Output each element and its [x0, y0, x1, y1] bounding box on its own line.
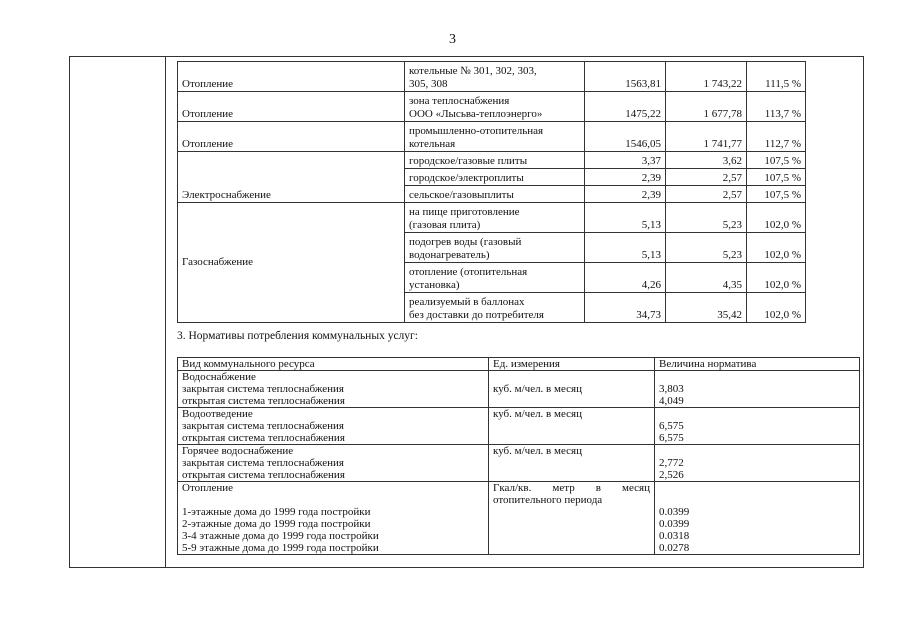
- value-after: 4,35: [666, 263, 747, 293]
- table-row: [178, 482, 860, 555]
- table-row: [178, 408, 860, 445]
- value-before: 3,37: [585, 152, 666, 169]
- left-column: [69, 56, 166, 568]
- unit-cell: Гкал/кв. метр в месяц отопительного периода: [489, 482, 655, 555]
- table-row: [178, 445, 860, 482]
- norm-value-cell: 6,575 6,575: [655, 408, 860, 445]
- service-cell: Отопление: [178, 62, 405, 92]
- value-before: 34,73: [585, 293, 666, 323]
- service-cell: Отопление: [178, 92, 405, 122]
- page-number: 3: [449, 32, 456, 47]
- value-before: 5,13: [585, 203, 666, 233]
- value-before: 2,39: [585, 186, 666, 203]
- resource-cell: Отопление 1-этажные дома до 1999 года постройки 2-этажные дома до 1999 года постройки 3-4 этажные дома до 1999 года постройки 5-9 этажные дома до 1999 года постройки: [178, 482, 489, 555]
- value-after: 3,62: [666, 152, 747, 169]
- table-row: [178, 92, 806, 122]
- value-before: 1475,22: [585, 92, 666, 122]
- condition-cell: подогрев воды (газовый водонагреватель): [405, 233, 585, 263]
- condition-cell: котельные № 301, 302, 303, 305, 308: [405, 62, 585, 92]
- norm-value-cell: 0.0399 0.0399 0.0318 0.0278: [655, 482, 860, 555]
- column-header: Ед. измерения: [489, 358, 655, 371]
- header-row: [178, 358, 860, 371]
- norms-caption: 3. Нормативы потребления коммунальных услуг:: [177, 330, 418, 342]
- condition-cell: отопление (отопительная установка): [405, 263, 585, 293]
- value-after: 2,57: [666, 186, 747, 203]
- condition-cell: промышленно-отопительная котельная: [405, 122, 585, 152]
- tariff-table: [177, 61, 806, 323]
- growth-percent: 102,0 %: [747, 233, 806, 263]
- resource-cell: Горячее водоснабжение закрытая система теплоснабжения открытая система теплоснабжения: [178, 445, 489, 482]
- growth-percent: 113,7 %: [747, 92, 806, 122]
- growth-percent: 102,0 %: [747, 293, 806, 323]
- value-after: 5,23: [666, 233, 747, 263]
- value-after: 1 741,77: [666, 122, 747, 152]
- column-header: Величина норматива: [655, 358, 860, 371]
- unit-cell: куб. м/чел. в месяц: [489, 408, 655, 445]
- value-before: 1546,05: [585, 122, 666, 152]
- growth-percent: 102,0 %: [747, 263, 806, 293]
- growth-percent: 102,0 %: [747, 203, 806, 233]
- value-before: 5,13: [585, 233, 666, 263]
- growth-percent: 111,5 %: [747, 62, 806, 92]
- value-after: 2,57: [666, 169, 747, 186]
- service-cell: Электроснабжение: [178, 152, 405, 203]
- table-row: [178, 152, 806, 169]
- norm-value-cell: 2,772 2,526: [655, 445, 860, 482]
- value-before: 1563,81: [585, 62, 666, 92]
- value-before: 2,39: [585, 169, 666, 186]
- value-after: 5,23: [666, 203, 747, 233]
- condition-cell: городское/газовые плиты: [405, 152, 585, 169]
- table-row: [178, 62, 806, 92]
- value-after: 35,42: [666, 293, 747, 323]
- value-after: 1 743,22: [666, 62, 747, 92]
- condition-cell: зона теплоснабжения ООО «Лысьва-теплоэнерго»: [405, 92, 585, 122]
- column-header: Вид коммунального ресурса: [178, 358, 489, 371]
- condition-cell: на пище приготовление (газовая плита): [405, 203, 585, 233]
- resource-cell: Водоснабжение закрытая система теплоснабжения открытая система теплоснабжения: [178, 371, 489, 408]
- table-row: [178, 122, 806, 152]
- unit-cell: куб. м/чел. в месяц: [489, 371, 655, 408]
- condition-cell: сельское/газовыплиты: [405, 186, 585, 203]
- growth-percent: 107,5 %: [747, 169, 806, 186]
- value-after: 1 677,78: [666, 92, 747, 122]
- condition-cell: городское/электроплиты: [405, 169, 585, 186]
- unit-cell: куб. м/чел. в месяц: [489, 445, 655, 482]
- table-row: [178, 371, 860, 408]
- value-before: 4,26: [585, 263, 666, 293]
- norms-table: [177, 357, 860, 555]
- growth-percent: 112,7 %: [747, 122, 806, 152]
- resource-cell: Водоотведение закрытая система теплоснабжения открытая система теплоснабжения: [178, 408, 489, 445]
- condition-cell: реализуемый в баллонах без доставки до потребителя: [405, 293, 585, 323]
- norm-value-cell: 3,803 4,049: [655, 371, 860, 408]
- service-cell: Отопление: [178, 122, 405, 152]
- service-cell: Газоснабжение: [178, 203, 405, 323]
- table-row: [178, 203, 806, 233]
- growth-percent: 107,5 %: [747, 152, 806, 169]
- growth-percent: 107,5 %: [747, 186, 806, 203]
